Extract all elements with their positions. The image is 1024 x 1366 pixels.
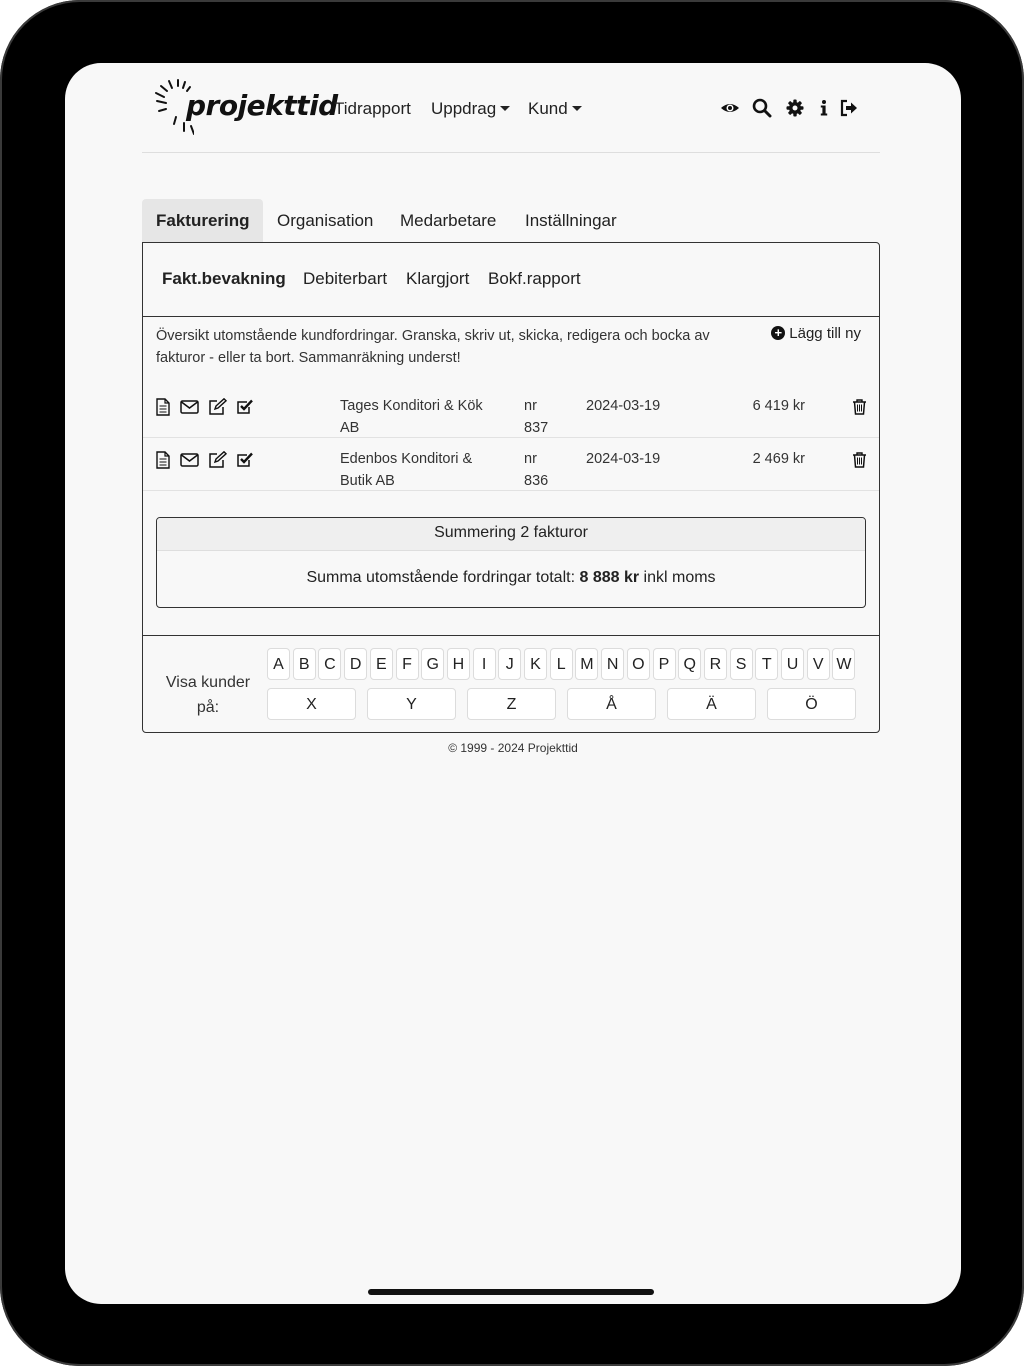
summary-card [156, 517, 866, 608]
tab-medarbetare[interactable] [386, 199, 510, 242]
letter-button[interactable]: X [267, 688, 356, 720]
tab-organisation-label: Organisation [277, 211, 374, 230]
invoice-number [524, 395, 564, 439]
search-icon[interactable] [752, 98, 772, 118]
letter-button[interactable]: L [550, 648, 573, 680]
letter-button[interactable]: K [524, 648, 547, 680]
letter-button[interactable]: A [267, 648, 290, 680]
subtab-fakt-bevakning[interactable]: Fakt.bevakning [162, 269, 286, 288]
visa-kunder-label: Visa kunder på: [165, 674, 251, 716]
screen [65, 63, 961, 1304]
letter-button[interactable]: F [396, 648, 419, 680]
caret-down-icon [572, 106, 582, 111]
main-tabs [142, 199, 880, 242]
nav-kund-dropdown[interactable] [528, 99, 582, 119]
letter-button[interactable]: I [473, 648, 496, 680]
overview-description: Översikt utomstående kundfordringar. Granska, skriv ut, skicka, redigera och bocka av fakturor - eller ta bort. Sammanräkning underst! [156, 328, 710, 366]
nav-tidrapport[interactable] [334, 99, 411, 119]
navbar [142, 63, 880, 153]
tab-medarbetare-label: Medarbetare [400, 211, 497, 230]
eye-icon[interactable] [720, 98, 740, 118]
logout-icon[interactable] [839, 98, 859, 118]
table-row [143, 438, 879, 491]
summary-heading: Summering 2 fakturor [157, 518, 865, 551]
letter-button[interactable]: E [370, 648, 393, 680]
letter-button[interactable]: Q [678, 648, 701, 680]
table-row [143, 385, 879, 438]
letter-button[interactable]: M [575, 648, 598, 680]
plus-circle-icon: + [771, 326, 785, 340]
summary-total-line [157, 569, 865, 587]
envelope-icon[interactable] [180, 451, 199, 469]
tab-installningar-label: Inställningar [525, 211, 617, 230]
summary-prefix: Summa utomstående fordringar totalt: [306, 569, 576, 586]
letter-button[interactable]: D [344, 648, 367, 680]
subtab-debiterbart[interactable]: Debiterbart [303, 269, 388, 288]
letter-button[interactable]: V [807, 648, 830, 680]
nav-kund-label: Kund [528, 99, 568, 118]
invoice-nr-value: 836 [524, 473, 549, 489]
customer-name[interactable]: Edenbos Konditori & Butik AB [340, 451, 473, 489]
letter-button[interactable]: G [421, 648, 444, 680]
invoice-date: 2024-03-19 [586, 451, 661, 467]
letter-button[interactable]: B [293, 648, 316, 680]
letter-button[interactable]: W [832, 648, 855, 680]
add-new-button[interactable] [771, 325, 861, 342]
subtab-klargjort[interactable]: Klargjort [406, 269, 470, 288]
invoice-amount: 2 469 kr [752, 451, 805, 467]
tab-fakturering-label: Fakturering [156, 211, 250, 230]
trash-icon[interactable] [852, 451, 867, 468]
nav-tidrapport-label: Tidrapport [334, 99, 411, 118]
customer-letter-filter [143, 635, 879, 735]
nav-uppdrag-label: Uppdrag [431, 99, 497, 118]
invoice-nr-label: nr [524, 451, 537, 467]
home-indicator [368, 1289, 654, 1295]
invoice-amount: 6 419 kr [752, 398, 805, 414]
subnav [143, 243, 879, 317]
tab-installningar[interactable] [511, 199, 631, 242]
document-icon[interactable] [155, 398, 171, 416]
brand-name: projekttid [186, 89, 338, 122]
add-new-label: Lägg till ny [789, 325, 861, 342]
letter-button[interactable]: P [653, 648, 676, 680]
envelope-icon[interactable] [180, 398, 199, 416]
invoice-number [524, 448, 564, 492]
letter-button[interactable]: Ä [667, 688, 756, 720]
letter-button[interactable]: Ö [767, 688, 856, 720]
summary-suffix: inkl moms [643, 569, 716, 586]
edit-icon[interactable] [208, 451, 227, 469]
summary-total: 8 888 kr [579, 569, 640, 586]
letter-button[interactable]: O [627, 648, 650, 680]
letter-button[interactable]: S [730, 648, 753, 680]
letter-button[interactable]: T [755, 648, 778, 680]
letter-button[interactable]: N [601, 648, 624, 680]
checkbox-checked-icon[interactable] [236, 398, 254, 416]
subtab-bokf-rapport[interactable]: Bokf.rapport [488, 269, 581, 288]
gear-icon[interactable] [785, 98, 805, 118]
letter-button[interactable]: Z [467, 688, 556, 720]
row-actions [155, 398, 259, 420]
invoice-nr-value: 837 [524, 420, 549, 436]
invoice-nr-label: nr [524, 398, 537, 414]
invoice-date: 2024-03-19 [586, 398, 661, 414]
letter-button[interactable]: Å [567, 688, 656, 720]
letter-button[interactable]: Y [367, 688, 456, 720]
checkbox-checked-icon[interactable] [236, 451, 254, 469]
letter-button[interactable]: J [498, 648, 521, 680]
brand-logo[interactable] [154, 79, 338, 141]
letter-button[interactable]: R [704, 648, 727, 680]
letter-button[interactable]: C [318, 648, 341, 680]
letter-button[interactable]: H [447, 648, 470, 680]
edit-icon[interactable] [208, 398, 227, 416]
letter-button[interactable]: U [781, 648, 804, 680]
nav-uppdrag-dropdown[interactable] [431, 99, 510, 119]
trash-icon[interactable] [852, 398, 867, 415]
document-icon[interactable] [155, 451, 171, 469]
tab-organisation[interactable] [263, 199, 387, 242]
fakturering-panel [142, 242, 880, 733]
caret-down-icon [500, 106, 510, 111]
customer-name[interactable]: Tages Konditori & Kök AB [340, 398, 483, 436]
tab-fakturering[interactable] [142, 199, 263, 242]
info-icon[interactable] [814, 98, 834, 118]
footer-copyright: © 1999 - 2024 Projekttid [448, 741, 578, 755]
row-actions [155, 451, 259, 473]
